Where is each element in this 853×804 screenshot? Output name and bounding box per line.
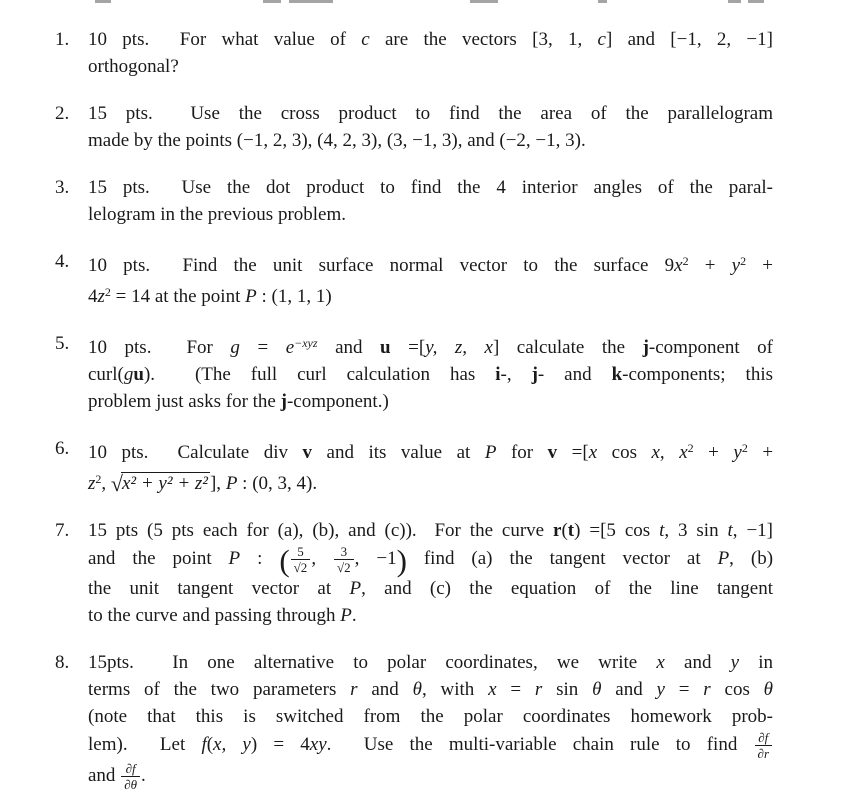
- text-run: P: [228, 547, 241, 569]
- text-run: 15 pts. Use the dot product to find the 4 interior angles of the paral-: [88, 177, 773, 198]
- text-run: t: [727, 520, 733, 541]
- text-line: [88, 649, 773, 676]
- text-run: 10 pts. For: [88, 337, 231, 358]
- text-run: 4: [88, 286, 98, 307]
- text-run: x: [588, 442, 598, 463]
- problem-3: [55, 174, 773, 228]
- text-run: P: [225, 473, 238, 494]
- text-run: r: [350, 679, 358, 700]
- text-run: , −1: [354, 547, 397, 569]
- text-run: 10 pts. For what value of: [88, 29, 362, 50]
- text-run: ) =[5 cos: [574, 520, 660, 541]
- text-run: (: [206, 733, 214, 755]
- math-fraction: $\frac{5}{√2}$: [291, 544, 311, 575]
- text-run: t: [659, 520, 665, 541]
- text-run: curl(: [88, 364, 124, 385]
- text-run: g: [123, 364, 134, 385]
- text-run: orthogonal?: [88, 56, 179, 77]
- text-run: c: [597, 29, 606, 50]
- text-run: u: [133, 364, 144, 385]
- text-run: x, y: [213, 733, 251, 755]
- text-run: ] and [−1, 2, −1]: [605, 29, 773, 50]
- text-run: 2: [741, 441, 748, 455]
- text-run: 10 pts. Find the unit surface normal vector to the surface 9: [88, 255, 675, 276]
- problem-8-number: 8.: [55, 652, 70, 673]
- text-run: 2: [740, 254, 747, 268]
- text-run: ,: [659, 442, 680, 463]
- text-run: xy: [309, 733, 327, 755]
- text-run: , and (c) the equation of the line tangent: [361, 578, 773, 599]
- text-run: find (a) the tangent vector at: [406, 547, 718, 569]
- text-run: in: [739, 652, 774, 673]
- text-run: -component of: [648, 337, 774, 358]
- math-fraction: $\frac{3}{√2}$: [334, 544, 354, 575]
- text-line: [88, 517, 773, 544]
- text-run: (: [279, 542, 290, 578]
- text-run: cos: [597, 442, 652, 463]
- text-run: +: [747, 442, 774, 463]
- text-run: -,: [500, 364, 532, 385]
- text-run: θ: [412, 679, 422, 700]
- text-run: x: [679, 442, 688, 463]
- text-run: j: [531, 364, 538, 385]
- problem-6: [55, 435, 773, 497]
- text-line: [88, 676, 773, 703]
- problem-8-text: [88, 649, 773, 792]
- text-run: P: [484, 442, 497, 463]
- text-run: x: [651, 442, 660, 463]
- text-run: ,: [101, 473, 111, 494]
- text-run: , 3 sin: [664, 520, 728, 541]
- text-run: = 14 at the point: [110, 286, 246, 307]
- text-line: [88, 100, 773, 127]
- text-line: [88, 174, 773, 201]
- text-line: [88, 435, 773, 466]
- text-run: z: [88, 473, 96, 494]
- text-run: +: [693, 442, 734, 463]
- text-run: y: [733, 442, 742, 463]
- text-run: 2: [95, 472, 102, 486]
- text-run: f: [201, 733, 207, 755]
- problem-8: [55, 649, 773, 792]
- text-run: 15pts. In one alternative to polar coordinates, we write: [88, 652, 657, 673]
- text-run: r: [553, 520, 562, 541]
- text-run: -components; this: [622, 364, 773, 385]
- text-run: for: [496, 442, 548, 463]
- problem-2-number: 2.: [55, 103, 70, 124]
- text-run: −xyz: [294, 336, 318, 350]
- text-run: 15 pts. Use the cross product to find the area of the parallelogram: [88, 103, 773, 124]
- text-run: v: [302, 442, 313, 463]
- problem-7: [55, 517, 773, 629]
- text-run: (note that this is switched from the polar coordinates homework prob-: [88, 706, 773, 727]
- text-line: [88, 542, 774, 578]
- text-run: and: [664, 652, 731, 673]
- text-run: and the point: [88, 547, 229, 569]
- math-fraction: $\frac{\partial f}{\partial r}$: [755, 730, 772, 761]
- text-run: (: [561, 520, 568, 541]
- text-line: [88, 127, 773, 154]
- text-run: ] calculate the: [492, 337, 643, 358]
- text-run: P: [340, 605, 352, 626]
- text-run: ,: [311, 547, 334, 569]
- text-line: [88, 602, 773, 629]
- math-fraction: $\frac{\partial f}{\partial\theta}$: [121, 761, 140, 792]
- problem-2: [55, 100, 773, 154]
- text-run: 2: [682, 254, 689, 268]
- text-run: and: [88, 764, 121, 786]
- text-run: terms of the two parameters: [88, 679, 351, 700]
- text-run: 2: [687, 441, 694, 455]
- math-radical: √x² + y² + z²: [110, 471, 208, 496]
- text-run: to the curve and passing through: [88, 605, 341, 626]
- problem-3-number: 3.: [55, 177, 70, 198]
- text-run: y, z, x: [425, 337, 493, 358]
- text-run: y: [731, 255, 741, 276]
- text-run: θ: [763, 679, 773, 700]
- text-run: made by the points (−1, 2, 3), (4, 2, 3), (3, −1, 3), and (−2, −1, 3).: [88, 130, 586, 151]
- text-run: =: [496, 679, 535, 700]
- problem-6-number: 6.: [55, 438, 70, 459]
- text-line: [88, 279, 773, 310]
- problem-5: [55, 330, 773, 415]
- text-run: +: [746, 255, 774, 276]
- text-run: 2: [104, 285, 111, 299]
- problem-4-text: [88, 248, 773, 310]
- text-run: , with: [421, 679, 489, 700]
- text-line: [88, 466, 773, 497]
- text-run: ],: [209, 473, 226, 494]
- text-run: .: [351, 605, 357, 626]
- text-run: :: [240, 547, 280, 569]
- text-run: and: [317, 337, 381, 358]
- text-run: . Use the multi-variable chain rule to find: [326, 733, 754, 755]
- text-run: c: [361, 29, 370, 50]
- text-run: v: [547, 442, 558, 463]
- text-run: j: [280, 391, 287, 412]
- problem-5-number: 5.: [55, 333, 70, 354]
- text-line: [88, 388, 773, 415]
- text-run: x: [656, 652, 665, 673]
- text-line: [88, 26, 773, 53]
- text-run: ) = 4: [250, 733, 310, 755]
- problem-4-number: 4.: [55, 251, 70, 272]
- problem-3-text: [88, 174, 773, 228]
- text-run: x: [674, 255, 683, 276]
- text-line: [88, 761, 773, 792]
- text-run: x: [488, 679, 497, 700]
- text-run: : (1, 1, 1): [256, 286, 332, 307]
- text-line: [88, 361, 773, 388]
- problem-6-text: [88, 435, 773, 497]
- text-run: P: [349, 578, 362, 599]
- text-run: and: [601, 679, 657, 700]
- text-run: the unit tangent vector at: [88, 578, 350, 599]
- text-run: 15 pts (5 pts each for (a), (b), and (c)). For the curve: [88, 520, 554, 541]
- problem-1-text: [88, 26, 773, 80]
- text-run: are the vectors [3, 1,: [369, 29, 598, 50]
- text-run: .: [141, 764, 146, 786]
- text-run: -component.): [286, 391, 389, 412]
- problem-5-text: [88, 330, 773, 415]
- text-run: =: [664, 679, 704, 700]
- text-run: y: [730, 652, 740, 673]
- text-run: ). (The full curl calculation has: [143, 364, 496, 385]
- problem-1: [55, 26, 773, 80]
- text-run: 10 pts. Calculate div: [88, 442, 303, 463]
- text-line: [88, 201, 773, 228]
- text-run: g: [230, 337, 240, 358]
- text-run: u: [380, 337, 391, 358]
- text-run: , −1]: [732, 520, 774, 541]
- text-run: e: [285, 337, 295, 358]
- problem-7-text: [88, 517, 773, 629]
- text-line: [88, 53, 773, 80]
- text-run: θ: [592, 679, 602, 700]
- problem-4: [55, 248, 773, 310]
- text-run: and: [357, 679, 413, 700]
- text-run: problem just asks for the: [88, 391, 281, 412]
- text-run: z: [97, 286, 105, 307]
- text-line: [88, 248, 773, 279]
- text-run: i: [495, 364, 501, 385]
- text-run: r: [703, 679, 711, 700]
- text-line: [88, 575, 773, 602]
- text-run: r: [534, 679, 543, 700]
- text-run: +: [688, 255, 732, 276]
- problem-1-number: 1.: [55, 29, 70, 50]
- text-run: lelogram in the previous problem.: [88, 204, 347, 225]
- text-run: t: [567, 520, 575, 541]
- text-run: =: [239, 337, 286, 358]
- text-run: j: [642, 337, 649, 358]
- problem-2-text: [88, 100, 773, 154]
- text-run: : (0, 3, 4).: [237, 473, 318, 494]
- text-run: lem). Let: [88, 733, 202, 755]
- text-run: y: [656, 679, 665, 700]
- text-line: [88, 703, 773, 730]
- text-run: =[: [557, 442, 589, 463]
- text-run: P: [245, 286, 257, 307]
- problem-7-number: 7.: [55, 520, 70, 541]
- text-run: - and: [537, 364, 612, 385]
- text-run: sin: [542, 679, 593, 700]
- text-run: =[: [390, 337, 426, 358]
- text-run: ): [396, 542, 407, 578]
- text-run: cos: [710, 679, 764, 700]
- text-line: [88, 730, 773, 761]
- text-run: k: [611, 364, 623, 385]
- text-run: P: [717, 547, 730, 569]
- text-line: [88, 330, 773, 361]
- text-run: , (b): [729, 547, 774, 569]
- text-run: and its value at: [312, 442, 485, 463]
